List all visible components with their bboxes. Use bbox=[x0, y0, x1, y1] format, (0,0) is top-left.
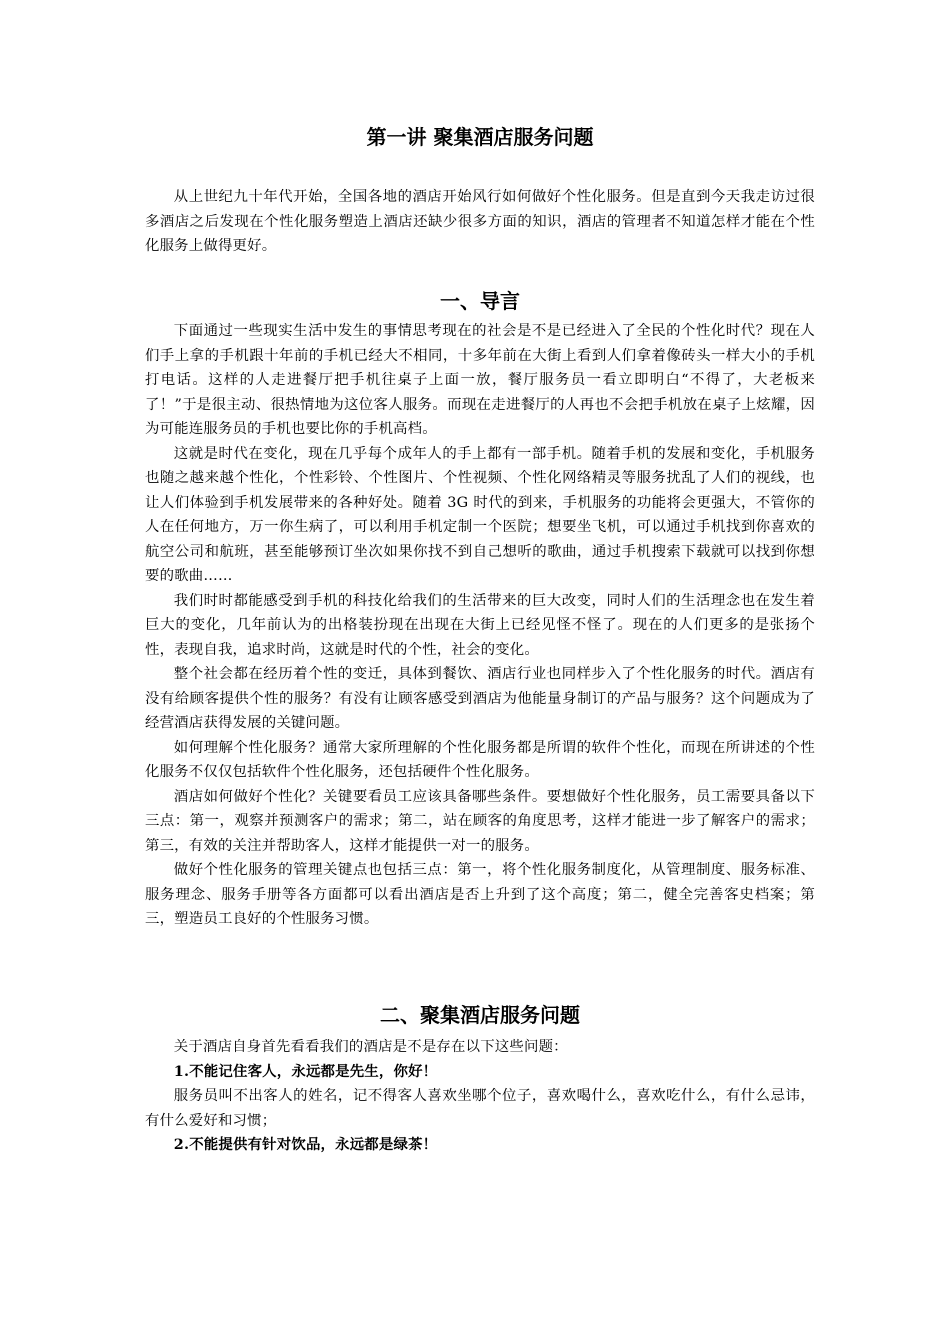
section1-body bbox=[145, 319, 815, 932]
section2-intro: 关于酒店自身首先看看我们的酒店是不是存在以下这些问题： bbox=[173, 1039, 568, 1055]
intro-paragraph: 从上世纪九十年代开始，全国各地的酒店开始风行如何做好个性化服务。但是直到今天我走访过很多酒店之后发现在个性化服务塑造上酒店还缺少很多方面的知识，酒店的管理者不知道怎样才能在个性化服务上做得更好。 bbox=[145, 189, 815, 254]
problem-1-text: 服务员叫不出客人的姓名，记不得客人喜欢坐哪个位子，喜欢喝什么，喜欢吃什么，有什么忌讳，有什么爱好和习惯； bbox=[145, 1088, 815, 1129]
section2-body bbox=[145, 1035, 815, 1158]
section1-paragraph: 做好个性化服务的管理关键点也包括三点：第一，将个性化服务制度化，从管理制度、服务标准、服务理念、服务手册等各方面都可以看出酒店是否上升到了这个高度；第二，健全完善客史档案；第三，塑造员工良好的个性服务习惯。 bbox=[145, 862, 815, 927]
section1-paragraph: 酒店如何做好个性化？关键要看员工应该具备哪些条件。要想做好个性化服务，员工需要具备以下三点：第一，观察并预测客户的需求；第二，站在顾客的角度思考，这样才能进一步了解客户的需求；第三，有效的关注并帮助客人，这样才能提供一对一的服务。 bbox=[145, 788, 815, 854]
section1-paragraph: 我们时时都能感受到手机的科技化给我们的生活带来的巨大改变，同时人们的生活理念也在发生着巨大的变化，几年前认为的出格装扮现在出现在大街上已经见怪不怪了。现在的人们更多的是张扬个性，表现自我，追求时尚，这就是时代的个性，社会的变化。 bbox=[145, 592, 815, 658]
section2-heading: 二、聚集酒店服务问题 bbox=[380, 1003, 580, 1027]
problem-2-title: 2.不能提供有针对饮品，永远都是绿茶！ bbox=[173, 1136, 438, 1153]
section1-paragraph: 这就是时代在变化，现在几乎每个成年人的手上都有一部手机。随着手机的发展和变化，手机服务也随之越来越个性化，个性彩铃、个性图片、个性视频、个性化网络精灵等服务扰乱了人们的视线，也让人们体验到手机发展带来的各种好处。随着 3G 时代的到来，手机服务的功能将会更强大，不管你的人在任何地方，万一你生病了，可以利用手机定制一个医院；想要坐飞机，可以通过手机找到你喜欢的航空公司和航班，甚至能够预订坐次如果你找不到自己想听的歌曲，通过手机搜索下载就可以找到你想要的歌曲…… bbox=[145, 445, 815, 584]
section1-paragraph: 整个社会都在经历着个性的变迁，具体到餐饮、酒店行业也同样步入了个性化服务的时代。酒店有没有给顾客提供个性的服务？有没有让顾客感受到酒店为他能量身制订的产品与服务？这个问题成为了经营酒店获得发展的关键问题。 bbox=[145, 666, 815, 731]
document-title: 第一讲 聚集酒店服务问题 bbox=[366, 125, 594, 149]
intro-block bbox=[145, 185, 815, 259]
section1-paragraph: 下面通过一些现实生活中发生的事情思考现在的社会是不是已经进入了全民的个性化时代？现在人们手上拿的手机跟十年前的手机已经大不相同，十多年前在大街上看到人们拿着像砖头一样大小的手机打电话。这样的人走进餐厅把手机往桌子上面一放，餐厅服务员一看立即明白“不得了，大老板来了！”于是很主动、很热情地为这位客人服务。而现在走进餐厅的人再也不会把手机放在桌子上炫耀，因为可能连服务员的手机也要比你的手机高档。 bbox=[145, 323, 815, 437]
problem-1-title: 1.不能记住客人，永远都是先生，你好！ bbox=[173, 1062, 438, 1080]
section1-heading: 一、导言 bbox=[440, 289, 520, 313]
section1-paragraph: 如何理解个性化服务？通常大家所理解的个性化服务都是所谓的软件个性化，而现在所讲述的个性化服务不仅仅包括软件个性化服务，还包括硬件个性化服务。 bbox=[145, 739, 815, 780]
